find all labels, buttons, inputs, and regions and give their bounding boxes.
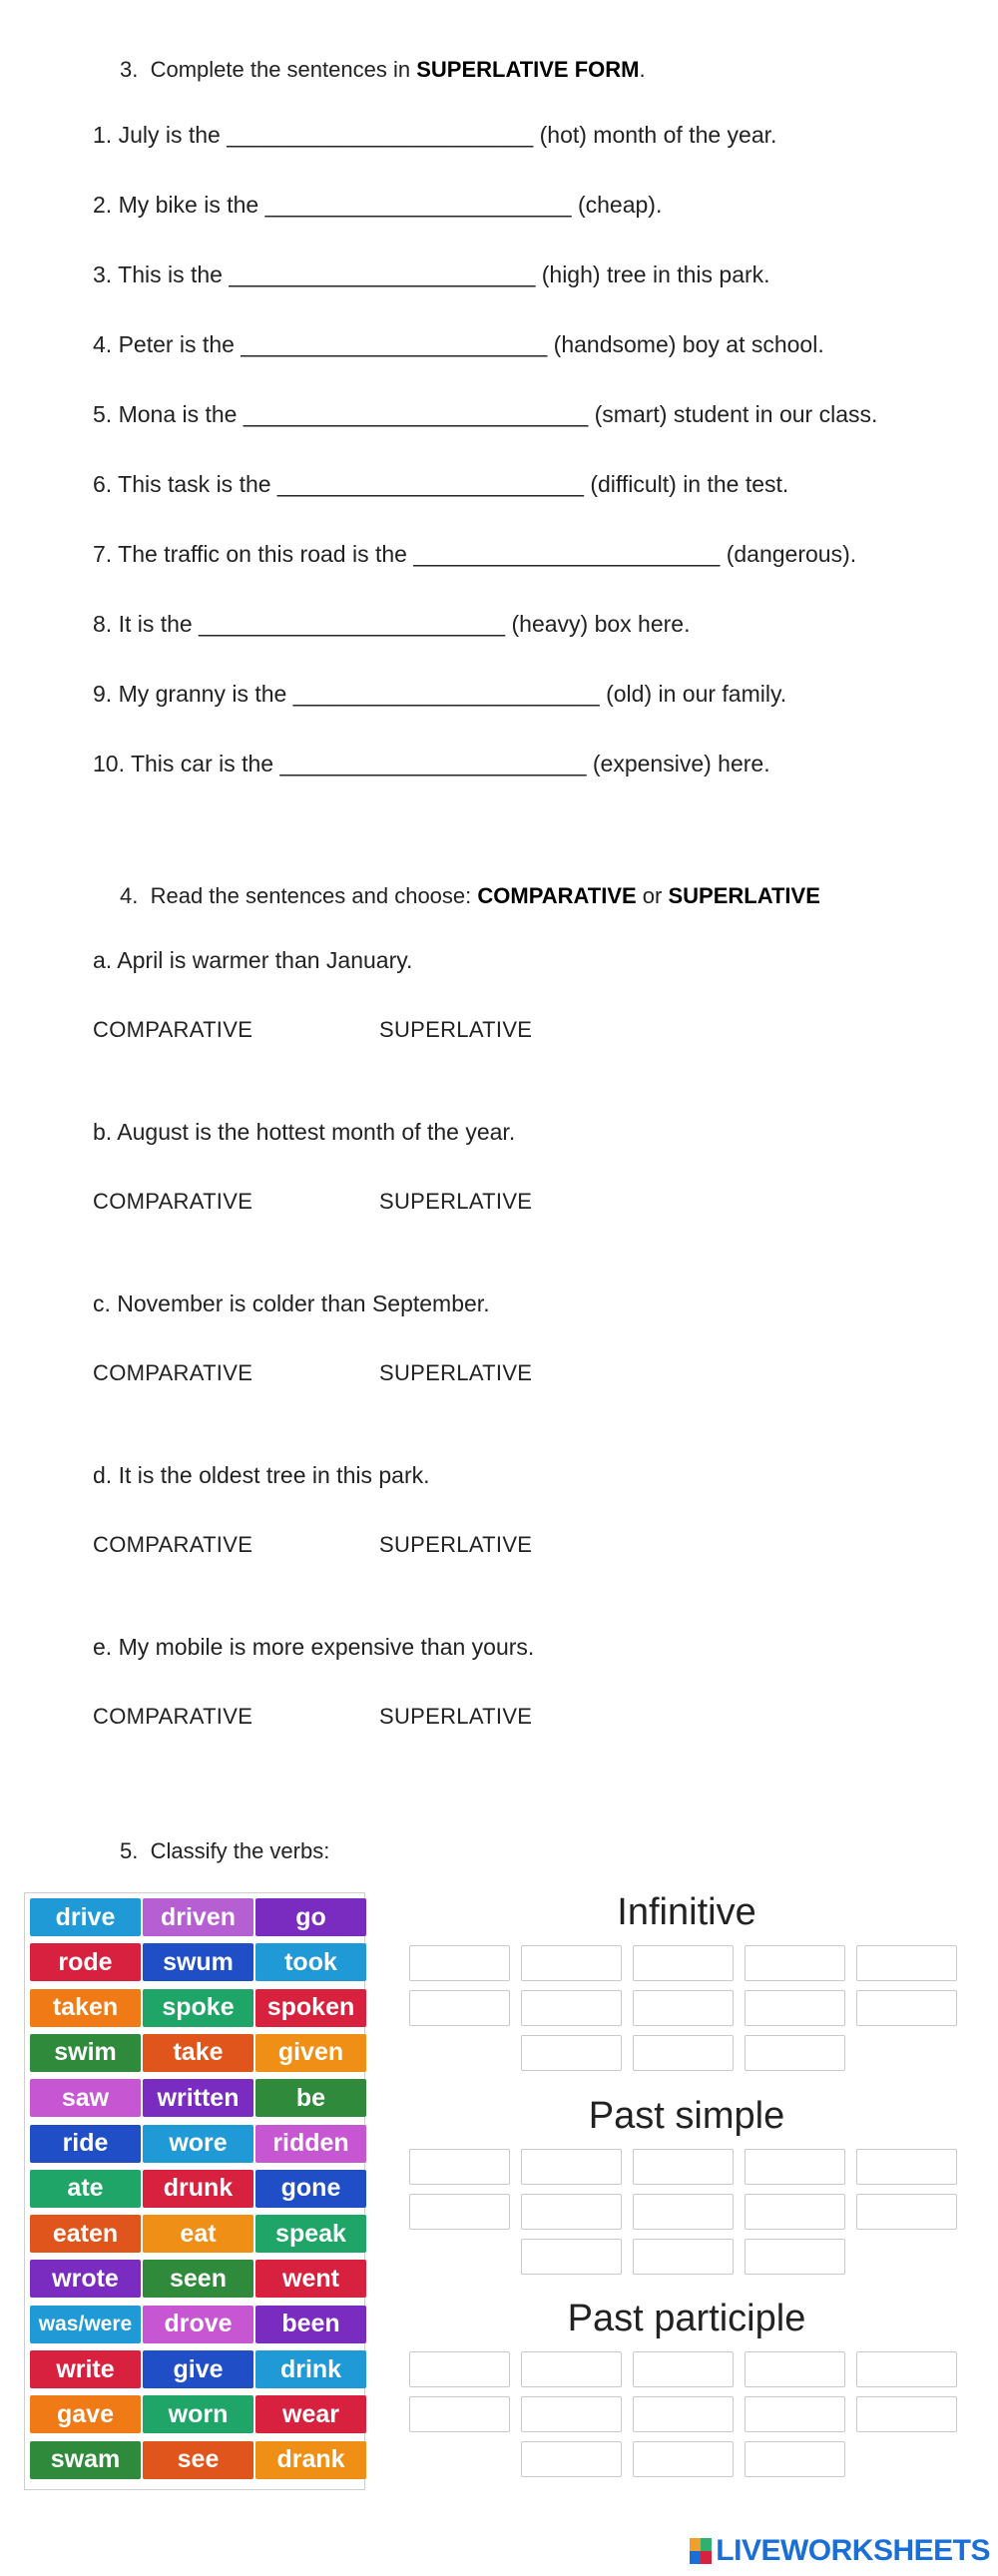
category-heading-past-participle: Past participle [567, 2298, 806, 2339]
sentence-10: 10. This car is the ________________________ (expensive) here. [93, 751, 770, 776]
verb-card-swim[interactable]: swim [30, 2034, 141, 2072]
verb-card-ride[interactable]: ride [30, 2125, 141, 2163]
sentence-6: 6. This task is the ________________________ (difficult) in the test. [93, 471, 789, 497]
verb-card-driven[interactable]: driven [143, 1898, 253, 1936]
verb-card-swam[interactable]: swam [30, 2441, 141, 2479]
superlative-option[interactable]: SUPERLATIVE [379, 1532, 533, 1557]
verb-card-seen[interactable]: seen [143, 2260, 253, 2298]
category-heading-infinitive: Infinitive [617, 1891, 756, 1933]
question-d: d. It is the oldest tree in this park. [93, 1462, 430, 1488]
question-a: a. April is warmer than January. [93, 947, 413, 973]
question-e: e. My mobile is more expensive than yours. [93, 1634, 535, 1660]
superlative-option[interactable]: SUPERLATIVE [379, 1360, 533, 1385]
comparative-option[interactable]: COMPARATIVE [93, 1360, 253, 1385]
verb-card-see[interactable]: see [143, 2441, 253, 2479]
verb-card-taken[interactable]: taken [30, 1989, 141, 2027]
verb-card-worn[interactable]: worn [143, 2395, 253, 2433]
drop-slot[interactable] [409, 2351, 510, 2387]
drop-slot[interactable] [856, 2149, 957, 2185]
drop-slot[interactable] [521, 2149, 622, 2185]
sentence-7: 7. The traffic on this road is the ________________________ (dangerous). [93, 541, 857, 567]
drop-slot[interactable] [633, 2351, 734, 2387]
drop-slot[interactable] [745, 2239, 845, 2275]
category-heading-past-simple: Past simple [588, 2095, 785, 2137]
verb-card-write[interactable]: write [30, 2350, 141, 2388]
verb-card-drank[interactable]: drank [255, 2441, 366, 2479]
drop-slot[interactable] [409, 1945, 510, 1981]
drop-slot[interactable] [633, 1945, 734, 1981]
drop-slot[interactable] [745, 2396, 845, 2432]
drop-slot[interactable] [745, 2441, 845, 2477]
logo-tile [701, 2538, 712, 2551]
verb-bank [24, 1892, 365, 2490]
verb-card-gave[interactable]: gave [30, 2395, 141, 2433]
verb-card-wore[interactable]: wore [143, 2125, 253, 2163]
drop-slot[interactable] [745, 1990, 845, 2026]
liveworksheets-icon [690, 2538, 712, 2564]
verb-card-take[interactable]: take [143, 2034, 253, 2072]
sentence-2: 2. My bike is the ________________________ (cheap). [93, 192, 663, 218]
verb-card-been[interactable]: been [255, 2306, 366, 2343]
drop-slot[interactable] [633, 2239, 734, 2275]
comparative-option[interactable]: COMPARATIVE [93, 1532, 253, 1557]
verb-card-eat[interactable]: eat [143, 2215, 253, 2253]
drop-slot[interactable] [633, 1990, 734, 2026]
verb-card-wear[interactable]: wear [255, 2395, 366, 2433]
drop-slot[interactable] [856, 2351, 957, 2387]
liveworksheets-logo: LIVEWORKSHEETS [690, 2534, 990, 2568]
verb-card-was-were[interactable]: was/were [30, 2306, 141, 2343]
drop-slot[interactable] [856, 2396, 957, 2432]
verb-card-be[interactable]: be [255, 2079, 366, 2117]
question-b: b. August is the hottest month of the year. [93, 1119, 516, 1145]
verb-card-gone[interactable]: gone [255, 2170, 366, 2208]
verb-card-speak[interactable]: speak [255, 2215, 366, 2253]
superlative-option[interactable]: SUPERLATIVE [379, 1017, 533, 1042]
verb-card-wrote[interactable]: wrote [30, 2260, 141, 2298]
drop-slot[interactable] [745, 1945, 845, 1981]
drop-slot[interactable] [745, 2351, 845, 2387]
verb-card-eaten[interactable]: eaten [30, 2215, 141, 2253]
drop-slot[interactable] [856, 2194, 957, 2230]
section-3-title: 3. Complete the sentences in SUPERLATIVE FORM. [120, 57, 646, 82]
section-5-title: 5. Classify the verbs: [120, 1838, 330, 1863]
drop-slot[interactable] [856, 1945, 957, 1981]
sentence-1: 1. July is the ________________________ (hot) month of the year. [93, 122, 777, 148]
section-4-title: 4. Read the sentences and choose: COMPARATIVE or SUPERLATIVE [120, 883, 820, 908]
drop-slot[interactable] [521, 2351, 622, 2387]
sentence-3: 3. This is the ________________________ (high) tree in this park. [93, 261, 770, 287]
verb-card-ridden[interactable]: ridden [255, 2125, 366, 2163]
verb-card-go[interactable]: go [255, 1898, 366, 1936]
verb-card-spoke[interactable]: spoke [143, 1989, 253, 2027]
verb-card-rode[interactable]: rode [30, 1943, 141, 1981]
verb-card-written[interactable]: written [143, 2079, 253, 2117]
drop-slot[interactable] [521, 1990, 622, 2026]
drop-slot[interactable] [521, 2239, 622, 2275]
verb-card-give[interactable]: give [143, 2350, 253, 2388]
sentence-4: 4. Peter is the ________________________ (handsome) boy at school. [93, 331, 824, 357]
drop-slot[interactable] [409, 2396, 510, 2432]
logo-tile [690, 2538, 701, 2551]
drop-slot[interactable] [633, 2441, 734, 2477]
drop-slot[interactable] [409, 2194, 510, 2230]
verb-card-went[interactable]: went [255, 2260, 366, 2298]
sentence-5: 5. Mona is the ___________________________ (smart) student in our class. [93, 401, 878, 427]
verb-card-given[interactable]: given [255, 2034, 366, 2072]
drop-slot[interactable] [521, 2194, 622, 2230]
drop-slot[interactable] [745, 2149, 845, 2185]
verb-card-drink[interactable]: drink [255, 2350, 366, 2388]
drop-slot[interactable] [633, 2149, 734, 2185]
verb-card-drive[interactable]: drive [30, 1898, 141, 1936]
drop-slot[interactable] [521, 2396, 622, 2432]
drop-slot[interactable] [745, 2035, 845, 2071]
verb-card-took[interactable]: took [255, 1943, 366, 1981]
verb-card-drove[interactable]: drove [143, 2306, 253, 2343]
question-c: c. November is colder than September. [93, 1290, 490, 1316]
superlative-option[interactable]: SUPERLATIVE [379, 1704, 533, 1729]
superlative-option[interactable]: SUPERLATIVE [379, 1189, 533, 1214]
verb-card-spoken[interactable]: spoken [255, 1989, 366, 2027]
comparative-option[interactable]: COMPARATIVE [93, 1704, 253, 1729]
verb-card-swum[interactable]: swum [143, 1943, 253, 1981]
drop-slot[interactable] [521, 1945, 622, 1981]
verb-card-saw[interactable]: saw [30, 2079, 141, 2117]
verb-card-ate[interactable]: ate [30, 2170, 141, 2208]
drop-slot[interactable] [409, 1990, 510, 2026]
drop-slot[interactable] [745, 2194, 845, 2230]
drop-slot[interactable] [633, 2035, 734, 2071]
drop-slot[interactable] [409, 2149, 510, 2185]
verb-card-drunk[interactable]: drunk [143, 2170, 253, 2208]
logo-tile [701, 2551, 712, 2564]
drop-slot[interactable] [521, 2441, 622, 2477]
sentence-8: 8. It is the ________________________ (heavy) box here. [93, 611, 691, 637]
drop-slot[interactable] [521, 2035, 622, 2071]
drop-slot[interactable] [633, 2194, 734, 2230]
logo-tile [690, 2551, 701, 2564]
drop-slot[interactable] [856, 1990, 957, 2026]
sentence-9: 9. My granny is the ________________________ (old) in our family. [93, 681, 787, 707]
drop-slot[interactable] [633, 2396, 734, 2432]
comparative-option[interactable]: COMPARATIVE [93, 1017, 253, 1042]
comparative-option[interactable]: COMPARATIVE [93, 1189, 253, 1214]
